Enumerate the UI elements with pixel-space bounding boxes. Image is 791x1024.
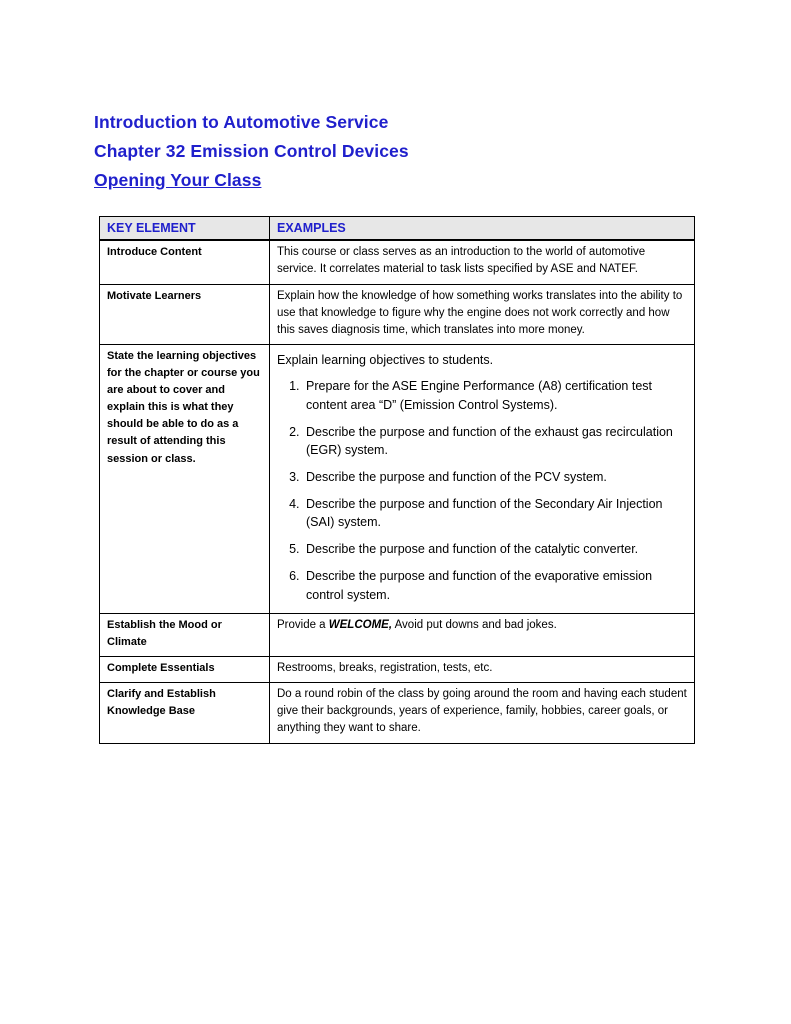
examples-cell: Explain how the knowledge of how something works translates into the ability to use that knowledge to figure why the engine does not work correctly and how this saves diagnosis time, which translates into more money. [270, 284, 695, 345]
examples-cell: Do a round robin of the class by going around the room and having each student give their backgrounds, years of experience, family, hobbies, career goals, or anything they want to share. [270, 682, 695, 743]
table-row-motivate-learners [100, 284, 695, 345]
objectives-list [277, 377, 687, 603]
table-row-clarify-knowledge-base [100, 682, 695, 743]
table-row-establish-mood [100, 613, 695, 656]
examples-cell [270, 613, 695, 656]
objective-item: 6. Describe the purpose and function of the evaporative emission control system. [303, 567, 687, 603]
objective-item: 2. Describe the purpose and function of the exhaust gas recirculation (EGR) system. [303, 423, 687, 459]
examples-cell [270, 345, 695, 613]
heading-line-section-title: Opening Your Class [94, 170, 262, 190]
objectives-intro: Explain learning objectives to students. [277, 353, 494, 368]
objective-item: 3. Describe the purpose and function of the PCV system. [303, 468, 687, 486]
key-cell: Motivate Learners [100, 284, 270, 345]
heading-line-course-title: Introduction to Automotive Service [94, 112, 389, 132]
table-row-complete-essentials [100, 656, 695, 682]
table-row-introduce-content [100, 240, 695, 284]
header-examples: EXAMPLES [270, 217, 695, 241]
table-row-learning-objectives [100, 345, 695, 613]
welcome-suffix-text: Avoid put downs and bad jokes. [392, 618, 557, 631]
objective-item: 4. Describe the purpose and function of the Secondary Air Injection (SAI) system. [303, 495, 687, 531]
examples-cell: Restrooms, breaks, registration, tests, etc. [270, 656, 695, 682]
key-cell: Introduce Content [100, 240, 270, 284]
welcome-prefix-text: Provide a [277, 618, 329, 631]
lesson-plan-table [99, 216, 695, 744]
key-cell: Clarify and Establish Knowledge Base [100, 682, 270, 743]
key-cell: State the learning objectives for the chapter or course you are about to cover and explain this is what they should be able to do as a result of attending this session or class. [100, 345, 270, 613]
key-cell: Establish the Mood or Climate [100, 613, 270, 656]
heading-line-chapter-title: Chapter 32 Emission Control Devices [94, 141, 409, 161]
document-heading [94, 108, 791, 195]
header-key-element: KEY ELEMENT [100, 217, 270, 241]
objective-item: 5. Describe the purpose and function of the catalytic converter. [303, 540, 687, 558]
table-header-row [100, 217, 695, 241]
key-cell: Complete Essentials [100, 656, 270, 682]
welcome-emphasis-text: WELCOME, [328, 618, 393, 631]
objective-item: 1. Prepare for the ASE Engine Performance (A8) certification test content area “D” (Emission Control Systems). [303, 377, 687, 413]
examples-cell: This course or class serves as an introduction to the world of automotive service. It correlates material to task lists specified by ASE and NATEF. [270, 240, 695, 284]
